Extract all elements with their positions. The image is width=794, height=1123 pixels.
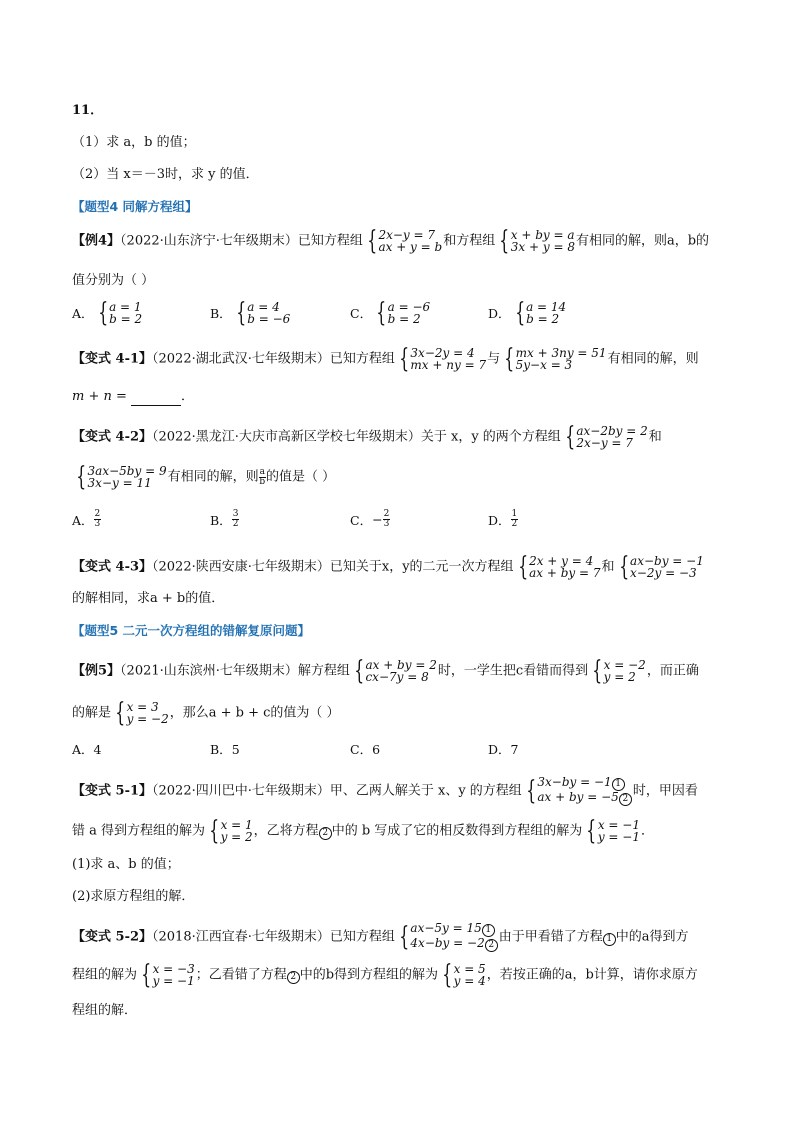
- equation-system: { x = 5 y = 4: [442, 960, 486, 990]
- example4-line2: 值分别为（ ）: [72, 273, 155, 288]
- example4-connector: 和方程组: [443, 233, 496, 249]
- equation-system: { 3ax−5by = 9 3x−y = 11: [76, 462, 167, 492]
- example4-tail: 有相同的解，则a，b的: [575, 233, 710, 249]
- circled-number: 2: [287, 971, 300, 984]
- variant41-tag: 【变式 4-1】: [72, 351, 153, 367]
- option-a: A． { a = 1 b = 2: [72, 298, 143, 328]
- variant51-part1: (1)求 a、b 的值；: [72, 857, 180, 872]
- option-c: C． − $\frac{2}{3}$: [350, 509, 390, 529]
- equation-system: { mx + 3ny = 51 5y−x = 3: [504, 344, 607, 374]
- option-d: D． $\frac{1}{2}$: [488, 509, 518, 529]
- variant43-line2: 的解相同，求a + b的值．: [72, 591, 225, 606]
- variant41-line1: 【变式 4-1】（2022·湖北武汉·七年级期末）已知方程组 { 3x−2y = 4 mx + ny = 7 与 { mx + 3ny = 51 5y−x = 3 有相同的解，则: [72, 344, 699, 374]
- option-d: D． { a = 14 b = 2: [488, 298, 567, 328]
- option-d: D． 7: [488, 741, 519, 757]
- variant52-line1: 【变式 5-2】（2018·江西宜春·七年级期末）已知方程组 { ax−5y = 15 1 4x−by = −2 2 由于甲看错了方程 1 中的a得到方: [72, 921, 689, 952]
- fraction: $\frac{a}{b}$: [259, 466, 266, 487]
- section-heading-type5: 【题型5 二元一次方程组的错解复原问题】: [72, 623, 311, 638]
- equation-system: { x = 3 y = −2: [115, 698, 169, 728]
- equation-system: { 2x−y = 7 ax + y = b: [367, 226, 443, 256]
- equation-system: { x = −2 y = 2: [592, 656, 646, 686]
- question-part-2: （2）当 x＝－3时，求 y 的值．: [72, 167, 259, 182]
- equation-system: { ax−5y = 15 1 4x−by = −2 2: [396, 922, 498, 952]
- example4-line1: [72, 228, 709, 254]
- variant42-text: （2022·黑龙江·大庆市高新区学校七年级期末）关于 x，y 的两个方程组: [152, 429, 561, 445]
- question-number: 11．: [72, 103, 104, 118]
- variant41-tail: 有相同的解，则: [607, 351, 699, 367]
- variant51-text: （2022·四川巴中·七年级期末）甲、乙两人解关于 x、y 的方程组: [152, 783, 522, 799]
- option-a: A． $\frac{2}{3}$: [72, 509, 101, 529]
- equation-system: { 2x + y = 4 ax + by = 7: [517, 552, 601, 582]
- variant51-line2: 错 a 得到方程组的解为 { x = 1 y = 2 ，乙将方程 2 中的 b 写成了它的相反数得到方程组的解为 { x = −1 y = −1 ．: [72, 816, 654, 846]
- variant51-part2: (2)求原方程组的解．: [72, 889, 195, 904]
- variant52-tag: 【变式 5-2】: [72, 929, 153, 945]
- variant42-line2: { 3ax−5by = 9 3x−y = 11 有相同的解，则 $\frac{a}{b}$ 的值是（ ）: [72, 464, 335, 490]
- option-b: B． $\frac{3}{2}$: [210, 509, 239, 529]
- variant52-line3: 程组的解．: [72, 1003, 138, 1018]
- example5-tag: 【例5】: [72, 663, 121, 679]
- variant43-text: （2022·陕西安康·七年级期末）已知关于x，y的二元一次方程组: [152, 559, 514, 575]
- option-b: B． 5: [210, 741, 240, 757]
- variant42-line1: 【变式 4-2】（2022·黑龙江·大庆市高新区学校七年级期末）关于 x，y 的两个方程组 { ax−2by = 2 2x−y = 7 和: [72, 422, 662, 452]
- variant43-line1: 【变式 4-3】（2022·陕西安康·七年级期末）已知关于x，y的二元一次方程组 { 2x + y = 4 ax + by = 7 和 { ax−by = −1 x−2y = −3: [72, 552, 704, 582]
- variant42-tag: 【变式 4-2】: [72, 429, 153, 445]
- example5-line2: 的解是 { x = 3 y = −2 ，那么a + b + c的值为（ ）: [72, 698, 340, 728]
- equation-system: { x + by = a 3x + y = 8: [499, 226, 575, 256]
- example4-tag: 【例4】: [72, 233, 121, 249]
- variant51-tag: 【变式 5-1】: [72, 783, 153, 799]
- equation-system: { 3x−by = −1 1 ax + by = −5 2: [523, 776, 632, 806]
- equation-system: { ax−2by = 2 2x−y = 7: [565, 422, 648, 452]
- variant52-line2: 程组的解为 { x = −3 y = −1 ；乙看错了方程 2 中的b得到方程组的解为 { x = 5 y = 4 ，若按正确的a，b计算，请你求原方: [72, 960, 698, 990]
- example5-line1: 【例5】（2021·山东滨州·七年级期末）解方程组 { ax + by = 2 cx−7y = 8 时，一学生把c看错而得到 { x = −2 y = 2 ，而正确: [72, 656, 699, 686]
- option-c: C． 6: [350, 741, 381, 757]
- answer-blank[interactable]: [131, 393, 181, 406]
- equation-system: { ax−by = −1 x−2y = −3: [618, 552, 704, 582]
- equation-system: { x = −1 y = −1: [586, 816, 640, 846]
- section-heading-type4: 【题型4 同解方程组】: [72, 199, 198, 214]
- variant43-tag: 【变式 4-3】: [72, 559, 153, 575]
- variant41-line2: m + n = ．: [72, 389, 195, 404]
- equation-system: { ax + by = 2 cx−7y = 8: [354, 656, 437, 686]
- example4-text: （2022·山东济宁·七年级期末）已知方程组: [120, 233, 363, 249]
- option-c: C． { a = −6 b = 2: [350, 298, 431, 328]
- equation-system: { x = −3 y = −1: [141, 960, 195, 990]
- variant52-text: （2018·江西宜春·七年级期末）已知方程组: [152, 929, 395, 945]
- question-part-1: （1）求 a，b 的值；: [72, 135, 196, 150]
- circled-number: 1: [603, 933, 616, 946]
- option-b: B． { a = 4 b = −6: [210, 298, 291, 328]
- variant51-line1: 【变式 5-1】（2022·四川巴中·七年级期末）甲、乙两人解关于 x、y 的方程组 { 3x−by = −1 1 ax + by = −5 2 时，甲因看: [72, 775, 698, 806]
- equation-system: { 3x−2y = 4 mx + ny = 7: [399, 344, 487, 374]
- equation-system: { x = 1 y = 2: [209, 816, 253, 846]
- option-a: A． 4: [72, 741, 102, 757]
- variant41-text: （2022·湖北武汉·七年级期末）已知方程组: [152, 351, 395, 367]
- circled-number: 2: [319, 827, 332, 840]
- example5-text: （2021·山东滨州·七年级期末）解方程组: [120, 663, 350, 679]
